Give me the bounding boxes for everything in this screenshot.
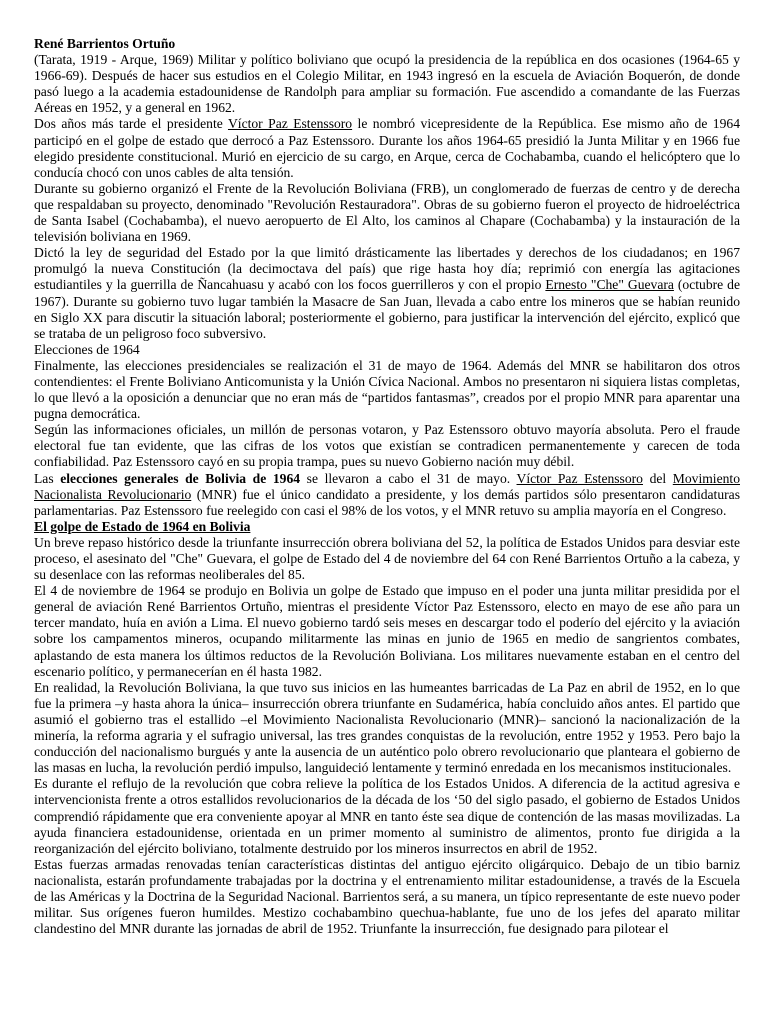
paragraph-text: se llevaron a cabo el 31 de mayo.	[300, 470, 517, 486]
paragraph-security-law	[34, 245, 740, 342]
paragraph-text: del	[642, 470, 673, 486]
paragraph-november-coup: El 4 de noviembre de 1964 se produjo en Bolivia un golpe de Estado que impuso en el poder una junta militar presidida por el general de aviación René Barrientos Ortuño, mientras el presidente Víctor Paz Estenssoro, electo en mayo de ese año para un tercer mandato, huía en avión a Lima. El nuevo gobierno tardó seis meses en descargar todo el poderío del ejército y la aviación sobre los campamentos mineros, ocupando militarmente las minas en junio de 1965 en medio de sangrientos combates, aplastando de esta manera los últimos reductos de la Revolución Boliviana. Los militares nuevamente estaban en el centro del escenario político, y permanecerían en él hasta 1982.	[34, 583, 740, 679]
paragraph-general-elections	[34, 471, 740, 519]
paragraph-text: Dictó la ley de seguridad del Estado por la que limitó drásticamente las libertades y derechos de los ciudadanos; en 1967 promulgó la nueva Constitución (la decimoctava del país) que rige hasta hoy día; reprimió con energía las agitaciones estudiantiles y la guerrilla de Ñancahuasu y acabó con los focos guerrilleros y con el propio	[34, 245, 740, 293]
paragraph-historic-summary: Un breve repaso histórico desde la triunfante insurrección obrera boliviana del 52, la política de Estados Unidos para desviar este proceso, el asesinato del "Che" Guevara, el golpe de Estado del 4 de noviembre del 64 con René Barrientos Ortuño a la cabeza, y su desenlace con las reformas neoliberales del 85.	[34, 534, 740, 583]
paragraph-text: Las	[34, 470, 61, 486]
paragraph-text: (MNR) fue el único candidato a presidente, y los demás partidos sólo presentaron candidaturas parlamentarias. Paz Estenssoro fue reelegido con casi el 98% de los votos, y el MNR retuvo su amplia mayoría en el Congreso.	[34, 486, 740, 518]
paragraph-bolivian-revolution: En realidad, la Revolución Boliviana, la que tuvo sus inicios en las humeantes barricadas de La Paz en abril de 1952, en lo que fue la primera –y hasta ahora la única– insurrección obrera triunfante en Sudamérica, había concluido años antes. El partido que asumió el gobierno tras el estallido –el Movimiento Nacionalista Revolucionario (MNR)– sancionó la nacionalización de la minería, la reforma agraria y el sufragio universal, las tres grandes conquistas de la revolución, entre 1952 y 1953. Pero bajo la conducción del nacionalismo burgués y ante la ausencia de un auténtico polo obrero revolucionario que planteara el gobierno de las masas en lucha, la revolución perdió impulso, languideció lentamente y terminó enredada en los mecanismos institucionales.	[34, 679, 740, 776]
paragraph-text: Dos años más tarde el presidente	[34, 116, 228, 132]
paragraph-armed-forces: Estas fuerzas armadas renovadas tenían características distintas del antiguo ejército oligárquico. Debajo de un tibio barniz nacionalista, estarán profundamente trabajadas por la doctrina y el entrenamiento militar estadounidense, a través de la Escuela de las Américas y la Doctrina de la Seguridad Nacional. Barrientos será, a su manera, un típico representante de este nuevo poder militar. Sus orígenes fueron humildes. Mestizo cochabambino quechua-hablante, fue uno de los jefes del aparato militar clandestino del MNR durante las jornadas de abril de 1952. Triunfante la insurrección, fue designado para pilotear el	[34, 856, 740, 937]
bold-general-elections: elecciones generales de Bolivia de 1964	[60, 470, 301, 486]
document-title: René Barrientos Ortuño	[34, 36, 176, 51]
link-victor-paz-estenssoro[interactable]: Víctor Paz Estenssoro	[227, 116, 353, 132]
paragraph-official-results: Según las informaciones oficiales, un millón de personas votaron, y Paz Estenssoro obtuvo mayoría absoluta. Pero el fraude electoral fue tan evidente, que las cifras de los votos que existían se contradicen permanentemente y carecen de toda confiabilidad. Paz Estenssoro cayó en su propia trampa, pues su nuevo Gobierno nación muy débil.	[34, 422, 740, 470]
paragraph-biography-intro: (Tarata, 1919 - Arque, 1969) Militar y político boliviano que ocupó la presidencia de la república en dos ocasiones (1964-65 y 1966-69). Después de hacer sus estudios en el Colegio Militar, en 1943 ingresó en la escuela de Aviación Boquerón, de donde pasó luego a la academia estadounidense de Randolph para ampliar su formación. Fue ascendido a comandante de las Fuerzas Aéreas en 1952, y a general en 1962.	[34, 52, 740, 116]
paragraph-text: (octubre de 1967). Durante su gobierno tuvo lugar también la Masacre de San Juan, llevada a cabo entre los mineros que se habían reunido en Siglo XX para discutir la situación laboral; posteriormente el gobierno, para justificar la intervención del ejército, explicó que se trataba de un peligroso foco subversivo.	[34, 277, 741, 341]
paragraph-text: le nombró vicepresidente de la República. Ese mismo año de 1964 participó en el golpe de estado que derrocó a Paz Estenssoro. Durante los años 1964-65 presidió la Junta Militar y en 1966 fue elegido presidente constitucional. Murió en ejercicio de su cargo, en Arque, cerca de Cochabamba, cuando el helicóptero que lo conducía chocó con unos cables de alta tensión.	[34, 116, 740, 180]
link-mnr[interactable]: Movimiento Nacionalista Revolucionario	[34, 470, 740, 502]
heading-text: El golpe de Estado de 1964 en Bolivia	[34, 518, 251, 534]
link-victor-paz-estenssoro-2[interactable]: Víctor Paz Estenssoro	[516, 470, 643, 486]
paragraph-vicepresident	[34, 116, 740, 180]
link-che-guevara[interactable]: Ernesto "Che" Guevara	[545, 277, 674, 293]
heading-golpe-de-estado	[34, 519, 740, 535]
paragraph-elections: Finalmente, las elecciones presidenciales se realización el 31 de mayo de 1964. Además del MNR se habilitaron dos otros contendientes: el Frente Boliviano Anticomunista y la Unión Cívica Nacional. Ambos no presentaron ni siquiera listas completas, lo que llevó a la oposición a denunciar que no eran más de “partidos fantasmas”, creados por el propio MNR para aparentar una pugna democrática.	[34, 357, 740, 422]
paragraph-us-policy: Es durante el reflujo de la revolución que cobra relieve la política de los Estados Unidos. A diferencia de la actitud agresiva e intervencionista frente a otros estallidos revolucionarios de la década de los ‘50 del siglo pasado, el gobierno de Estados Unidos comprendió rápidamente que era conveniente apoyar al MNR en tanto éste sea dique de contención de las masas movilizadas. La ayuda financiera estadounidense, orientada en un primer momento al suministro de alimentos, pronto fue dirigida a la reorganización del ejército boliviano, totalmente destruido por los mineros insurrectos en abril de 1952.	[34, 776, 740, 856]
subheading-elections-1964: Elecciones de 1964	[34, 341, 140, 357]
paragraph-government-works: Durante su gobierno organizó el Frente de la Revolución Boliviana (FRB), un conglomerado de fuerzas de centro y de derecha que respaldaban su proyecto, denominado "Revolución Restauradora". Obras de su gobierno fueron el proyecto de hidroeléctrica de Santa Isabel (Cochabamba), el nuevo aeropuerto de El Alto, los caminos al Chapare (Cochabamba) y la instauración de la televisión boliviana en 1969.	[34, 180, 740, 245]
